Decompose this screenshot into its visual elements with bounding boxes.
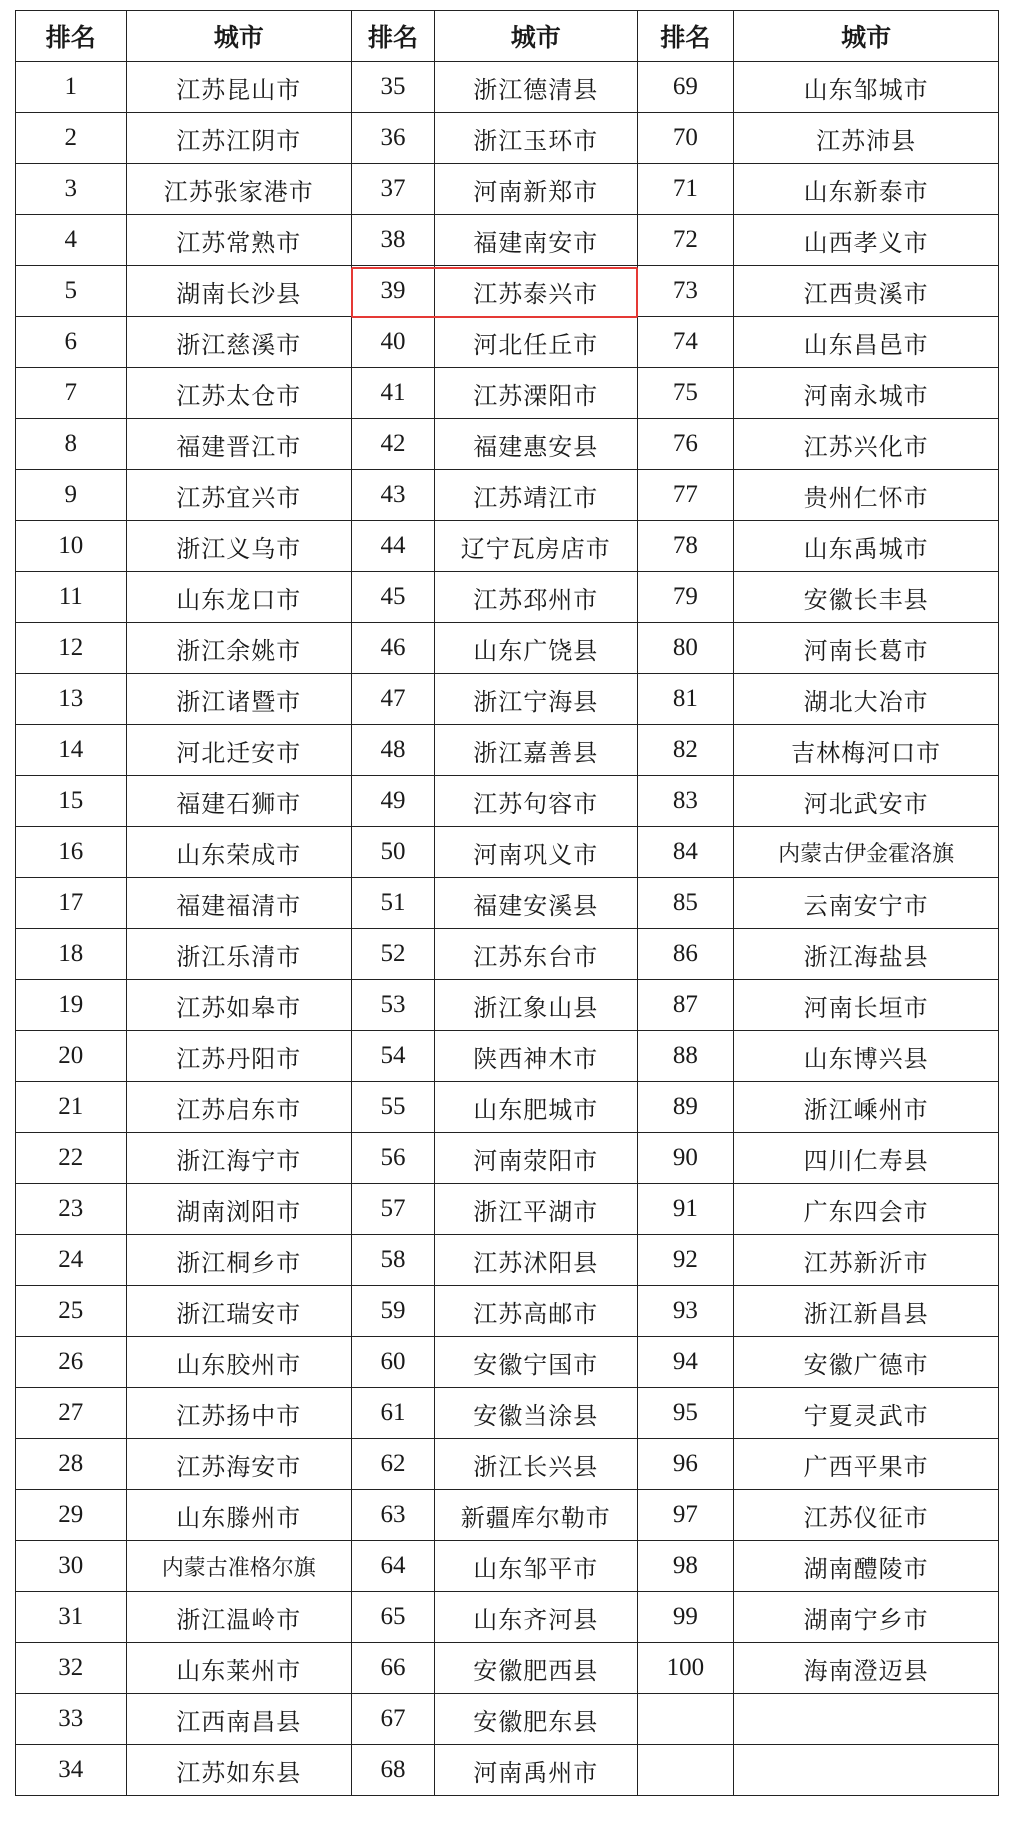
city-cell: 山东邹平市 [434, 1541, 637, 1592]
rank-cell: 18 [16, 929, 127, 980]
rank-cell: 33 [16, 1694, 127, 1745]
rank-cell: 26 [16, 1337, 127, 1388]
city-cell: 山东昌邑市 [734, 317, 999, 368]
table-row [16, 929, 999, 980]
table-row [16, 368, 999, 419]
rank-cell: 16 [16, 827, 127, 878]
rank-cell: 1 [16, 62, 127, 113]
city-cell: 广西平果市 [734, 1439, 999, 1490]
rank-cell: 38 [352, 215, 435, 266]
rank-cell: 4 [16, 215, 127, 266]
city-cell: 浙江余姚市 [126, 623, 352, 674]
city-cell: 江苏邳州市 [434, 572, 637, 623]
city-cell: 安徽广德市 [734, 1337, 999, 1388]
city-cell: 河北迁安市 [126, 725, 352, 776]
rank-cell: 39 [352, 266, 435, 317]
city-cell: 江西南昌县 [126, 1694, 352, 1745]
table-row [16, 1643, 999, 1694]
city-cell: 江苏句容市 [434, 776, 637, 827]
rank-cell: 3 [16, 164, 127, 215]
city-cell: 浙江嵊州市 [734, 1082, 999, 1133]
city-cell [734, 1694, 999, 1745]
city-cell: 江苏沭阳县 [434, 1235, 637, 1286]
table-row [16, 1082, 999, 1133]
table-row [16, 1184, 999, 1235]
city-cell: 江苏如皋市 [126, 980, 352, 1031]
rank-cell: 96 [637, 1439, 734, 1490]
city-cell: 河南荥阳市 [434, 1133, 637, 1184]
rank-cell: 11 [16, 572, 127, 623]
rank-cell: 91 [637, 1184, 734, 1235]
rank-cell: 7 [16, 368, 127, 419]
rank-cell: 66 [352, 1643, 435, 1694]
city-cell: 浙江长兴县 [434, 1439, 637, 1490]
rank-cell: 21 [16, 1082, 127, 1133]
rank-cell: 71 [637, 164, 734, 215]
rank-cell: 27 [16, 1388, 127, 1439]
rank-cell: 54 [352, 1031, 435, 1082]
table-row [16, 1388, 999, 1439]
rank-cell: 84 [637, 827, 734, 878]
rank-cell: 15 [16, 776, 127, 827]
rank-cell: 59 [352, 1286, 435, 1337]
city-cell: 浙江义乌市 [126, 521, 352, 572]
city-cell: 浙江诸暨市 [126, 674, 352, 725]
header-rank-3: 排名 [637, 11, 734, 62]
city-cell: 江西贵溪市 [734, 266, 999, 317]
city-cell: 江苏丹阳市 [126, 1031, 352, 1082]
city-cell: 四川仁寿县 [734, 1133, 999, 1184]
city-cell: 浙江温岭市 [126, 1592, 352, 1643]
rank-cell: 37 [352, 164, 435, 215]
city-cell: 内蒙古准格尔旗 [126, 1541, 352, 1592]
rank-cell: 70 [637, 113, 734, 164]
city-cell: 浙江嘉善县 [434, 725, 637, 776]
rank-cell: 22 [16, 1133, 127, 1184]
city-cell: 山东禹城市 [734, 521, 999, 572]
city-cell: 山东邹城市 [734, 62, 999, 113]
rank-cell: 75 [637, 368, 734, 419]
rank-cell: 50 [352, 827, 435, 878]
rank-cell: 45 [352, 572, 435, 623]
rank-cell: 52 [352, 929, 435, 980]
rank-cell: 42 [352, 419, 435, 470]
rank-cell: 25 [16, 1286, 127, 1337]
table-row [16, 470, 999, 521]
rank-cell: 12 [16, 623, 127, 674]
rank-cell: 17 [16, 878, 127, 929]
rank-cell [637, 1745, 734, 1796]
rank-cell: 79 [637, 572, 734, 623]
city-cell: 湖北大冶市 [734, 674, 999, 725]
rank-cell: 77 [637, 470, 734, 521]
city-cell: 江苏扬中市 [126, 1388, 352, 1439]
table-header-row [16, 11, 999, 62]
city-cell: 山东齐河县 [434, 1592, 637, 1643]
table-row [16, 521, 999, 572]
city-cell: 新疆库尔勒市 [434, 1490, 637, 1541]
rank-cell: 30 [16, 1541, 127, 1592]
rank-cell: 94 [637, 1337, 734, 1388]
city-cell: 安徽宁国市 [434, 1337, 637, 1388]
rank-cell: 87 [637, 980, 734, 1031]
rank-cell: 81 [637, 674, 734, 725]
rank-cell: 69 [637, 62, 734, 113]
city-cell: 山东新泰市 [734, 164, 999, 215]
city-cell: 安徽长丰县 [734, 572, 999, 623]
rank-cell [637, 1694, 734, 1745]
city-cell: 浙江宁海县 [434, 674, 637, 725]
city-cell: 江苏仪征市 [734, 1490, 999, 1541]
rank-cell: 46 [352, 623, 435, 674]
rank-cell: 100 [637, 1643, 734, 1694]
city-cell: 河南巩义市 [434, 827, 637, 878]
city-cell: 江苏新沂市 [734, 1235, 999, 1286]
table-row [16, 419, 999, 470]
table-row [16, 674, 999, 725]
city-cell: 福建福清市 [126, 878, 352, 929]
city-cell: 浙江海盐县 [734, 929, 999, 980]
city-cell: 江苏江阴市 [126, 113, 352, 164]
city-cell: 江苏沛县 [734, 113, 999, 164]
rank-cell: 48 [352, 725, 435, 776]
city-cell: 江苏兴化市 [734, 419, 999, 470]
city-cell: 江苏高邮市 [434, 1286, 637, 1337]
rank-cell: 51 [352, 878, 435, 929]
city-cell: 湖南浏阳市 [126, 1184, 352, 1235]
rank-cell: 49 [352, 776, 435, 827]
rank-cell: 47 [352, 674, 435, 725]
city-cell [734, 1745, 999, 1796]
city-cell: 江苏宜兴市 [126, 470, 352, 521]
city-cell: 浙江乐清市 [126, 929, 352, 980]
rank-cell: 88 [637, 1031, 734, 1082]
city-cell: 福建石狮市 [126, 776, 352, 827]
city-cell: 江苏张家港市 [126, 164, 352, 215]
city-cell: 福建安溪县 [434, 878, 637, 929]
table-body [16, 62, 999, 1796]
table-row [16, 164, 999, 215]
rank-cell: 78 [637, 521, 734, 572]
city-cell: 河南禹州市 [434, 1745, 637, 1796]
rank-cell: 95 [637, 1388, 734, 1439]
city-cell: 福建南安市 [434, 215, 637, 266]
city-cell: 山西孝义市 [734, 215, 999, 266]
rank-cell: 63 [352, 1490, 435, 1541]
rank-cell: 99 [637, 1592, 734, 1643]
city-cell: 辽宁瓦房店市 [434, 521, 637, 572]
rank-cell: 92 [637, 1235, 734, 1286]
city-cell: 内蒙古伊金霍洛旗 [734, 827, 999, 878]
city-cell: 浙江桐乡市 [126, 1235, 352, 1286]
table-row [16, 1490, 999, 1541]
city-cell: 江苏溧阳市 [434, 368, 637, 419]
table-row [16, 1031, 999, 1082]
rank-cell: 53 [352, 980, 435, 1031]
rank-cell: 9 [16, 470, 127, 521]
rank-cell: 64 [352, 1541, 435, 1592]
city-cell: 浙江玉环市 [434, 113, 637, 164]
city-cell: 山东肥城市 [434, 1082, 637, 1133]
table-row [16, 1235, 999, 1286]
city-cell: 河北武安市 [734, 776, 999, 827]
table-row [16, 215, 999, 266]
table-row [16, 725, 999, 776]
table-row [16, 62, 999, 113]
rank-cell: 89 [637, 1082, 734, 1133]
rank-cell: 14 [16, 725, 127, 776]
city-cell: 浙江象山县 [434, 980, 637, 1031]
city-cell: 安徽当涂县 [434, 1388, 637, 1439]
city-cell: 云南安宁市 [734, 878, 999, 929]
city-cell: 浙江瑞安市 [126, 1286, 352, 1337]
city-cell: 江苏东台市 [434, 929, 637, 980]
header-city-3: 城市 [734, 11, 999, 62]
city-cell: 浙江新昌县 [734, 1286, 999, 1337]
city-cell: 江苏泰兴市 [434, 266, 637, 317]
city-cell: 山东广饶县 [434, 623, 637, 674]
rank-cell: 43 [352, 470, 435, 521]
city-cell: 山东滕州市 [126, 1490, 352, 1541]
rank-cell: 20 [16, 1031, 127, 1082]
city-cell: 江苏靖江市 [434, 470, 637, 521]
rank-cell: 8 [16, 419, 127, 470]
table-row [16, 776, 999, 827]
rank-cell: 82 [637, 725, 734, 776]
rank-cell: 76 [637, 419, 734, 470]
county-ranking-table [15, 10, 999, 1796]
rank-cell: 90 [637, 1133, 734, 1184]
rank-cell: 40 [352, 317, 435, 368]
rank-cell: 61 [352, 1388, 435, 1439]
table-row [16, 878, 999, 929]
rank-cell: 85 [637, 878, 734, 929]
rank-cell: 86 [637, 929, 734, 980]
table-row [16, 1745, 999, 1796]
rank-cell: 73 [637, 266, 734, 317]
city-cell: 江苏太仓市 [126, 368, 352, 419]
city-cell: 贵州仁怀市 [734, 470, 999, 521]
rank-cell: 32 [16, 1643, 127, 1694]
city-cell: 福建晋江市 [126, 419, 352, 470]
city-cell: 山东胶州市 [126, 1337, 352, 1388]
city-cell: 河北任丘市 [434, 317, 637, 368]
table-row [16, 113, 999, 164]
city-cell: 河南新郑市 [434, 164, 637, 215]
table-row [16, 980, 999, 1031]
ranking-table-wrapper [15, 10, 999, 1796]
city-cell: 海南澄迈县 [734, 1643, 999, 1694]
city-cell: 河南永城市 [734, 368, 999, 419]
city-cell: 湖南醴陵市 [734, 1541, 999, 1592]
table-row [16, 1337, 999, 1388]
city-cell: 江苏昆山市 [126, 62, 352, 113]
table-row [16, 623, 999, 674]
rank-cell: 36 [352, 113, 435, 164]
city-cell: 浙江德清县 [434, 62, 637, 113]
city-cell: 福建惠安县 [434, 419, 637, 470]
rank-cell: 28 [16, 1439, 127, 1490]
rank-cell: 13 [16, 674, 127, 725]
city-cell: 山东荣成市 [126, 827, 352, 878]
rank-cell: 6 [16, 317, 127, 368]
rank-cell: 29 [16, 1490, 127, 1541]
table-row [16, 572, 999, 623]
city-cell: 宁夏灵武市 [734, 1388, 999, 1439]
city-cell: 湖南长沙县 [126, 266, 352, 317]
table-row [16, 317, 999, 368]
city-cell: 河南长垣市 [734, 980, 999, 1031]
header-rank-2: 排名 [352, 11, 435, 62]
rank-cell: 67 [352, 1694, 435, 1745]
header-rank-1: 排名 [16, 11, 127, 62]
rank-cell: 10 [16, 521, 127, 572]
rank-cell: 93 [637, 1286, 734, 1337]
rank-cell: 34 [16, 1745, 127, 1796]
table-row [16, 1439, 999, 1490]
city-cell: 江苏如东县 [126, 1745, 352, 1796]
city-cell: 山东龙口市 [126, 572, 352, 623]
city-cell: 浙江平湖市 [434, 1184, 637, 1235]
header-city-1: 城市 [126, 11, 352, 62]
city-cell: 吉林梅河口市 [734, 725, 999, 776]
rank-cell: 31 [16, 1592, 127, 1643]
table-row [16, 1592, 999, 1643]
table-row [16, 1286, 999, 1337]
rank-cell: 19 [16, 980, 127, 1031]
rank-cell: 60 [352, 1337, 435, 1388]
rank-cell: 98 [637, 1541, 734, 1592]
rank-cell: 97 [637, 1490, 734, 1541]
city-cell: 浙江海宁市 [126, 1133, 352, 1184]
city-cell: 广东四会市 [734, 1184, 999, 1235]
rank-cell: 35 [352, 62, 435, 113]
rank-cell: 41 [352, 368, 435, 419]
city-cell: 江苏海安市 [126, 1439, 352, 1490]
rank-cell: 62 [352, 1439, 435, 1490]
table-row [16, 1694, 999, 1745]
rank-cell: 80 [637, 623, 734, 674]
city-cell: 浙江慈溪市 [126, 317, 352, 368]
city-cell: 山东博兴县 [734, 1031, 999, 1082]
city-cell: 山东莱州市 [126, 1643, 352, 1694]
rank-cell: 74 [637, 317, 734, 368]
table-row [16, 1541, 999, 1592]
rank-cell: 55 [352, 1082, 435, 1133]
city-cell: 陕西神木市 [434, 1031, 637, 1082]
rank-cell: 23 [16, 1184, 127, 1235]
city-cell: 湖南宁乡市 [734, 1592, 999, 1643]
city-cell: 安徽肥东县 [434, 1694, 637, 1745]
header-city-2: 城市 [434, 11, 637, 62]
rank-cell: 44 [352, 521, 435, 572]
rank-cell: 68 [352, 1745, 435, 1796]
rank-cell: 83 [637, 776, 734, 827]
city-cell: 江苏启东市 [126, 1082, 352, 1133]
rank-cell: 58 [352, 1235, 435, 1286]
rank-cell: 2 [16, 113, 127, 164]
rank-cell: 65 [352, 1592, 435, 1643]
rank-cell: 56 [352, 1133, 435, 1184]
city-cell: 江苏常熟市 [126, 215, 352, 266]
city-cell: 安徽肥西县 [434, 1643, 637, 1694]
rank-cell: 57 [352, 1184, 435, 1235]
rank-cell: 72 [637, 215, 734, 266]
table-row [16, 266, 999, 317]
city-cell: 河南长葛市 [734, 623, 999, 674]
table-row [16, 1133, 999, 1184]
rank-cell: 24 [16, 1235, 127, 1286]
rank-cell: 5 [16, 266, 127, 317]
table-row [16, 827, 999, 878]
